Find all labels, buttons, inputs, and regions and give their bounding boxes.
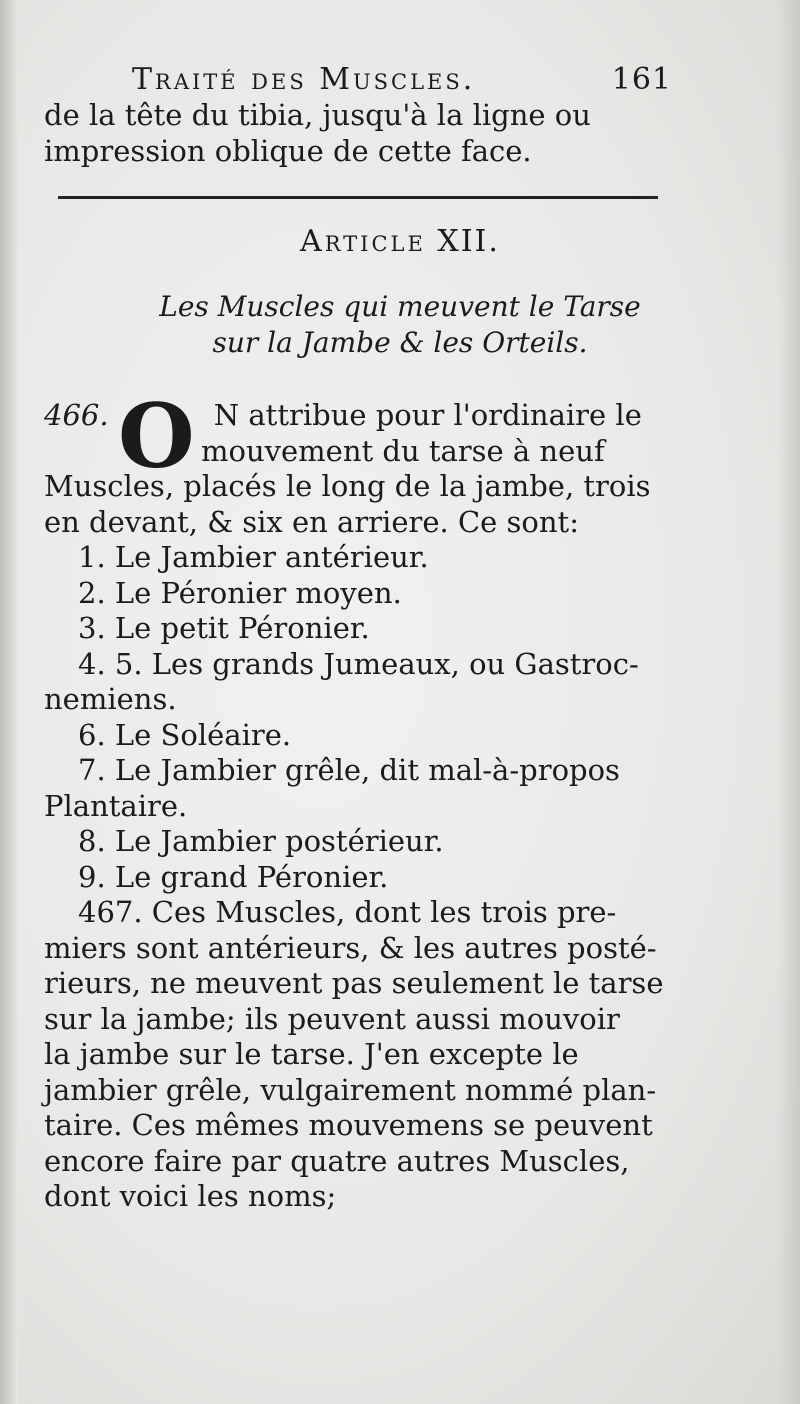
- running-header: [132, 62, 672, 102]
- paragraph-466: [44, 398, 680, 540]
- list-item: 9. Le grand Péronier.: [78, 859, 389, 894]
- text-line: mouvement du tarse à neuf: [201, 433, 605, 468]
- paragraph-467: [44, 895, 680, 1215]
- text-line: jambier grêle, vulgairement nommé plan-: [44, 1072, 657, 1107]
- list-item: 7. Le Jambier grêle, dit mal-à-propos: [78, 753, 620, 787]
- text-line: rieurs, ne meuvent pas seulement le tarse: [44, 966, 664, 1000]
- paragraph-number: 466.: [44, 398, 109, 432]
- running-title: Traité des Muscles.: [132, 62, 476, 97]
- list-item: 6. Le Soléaire.: [78, 717, 292, 752]
- page-edge-shadow: [778, 0, 800, 1404]
- text-line: encore faire par quatre autres Muscles,: [44, 1143, 630, 1178]
- drop-capital: O: [118, 384, 195, 488]
- text-line: dont voici les noms;: [44, 1179, 337, 1213]
- list-item: Plantaire.: [44, 788, 188, 823]
- list-item: nemiens.: [44, 682, 177, 716]
- article-subtitle-line-2: sur la Jambe & les Orteils.: [212, 326, 588, 359]
- text-span: N attribue pour l'ordinaire le: [213, 398, 642, 432]
- page-gutter-shadow: [0, 0, 18, 1404]
- text-line: taire. Ces mêmes mouvemens se peuvent: [44, 1108, 653, 1142]
- text-line: Muscles, placés le long de la jambe, trois: [44, 469, 651, 503]
- list-item: 4. 5. Les grands Jumeaux, ou Gastroc-: [78, 646, 639, 681]
- text-line: la jambe sur le tarse. J'en excepte le: [44, 1037, 579, 1071]
- article-word: Article: [300, 224, 426, 259]
- list-item: 8. Le Jambier postérieur.: [78, 824, 444, 858]
- list-item: 1. Le Jambier antérieur.: [78, 540, 429, 574]
- article-subtitle-line-1: Les Muscles qui meuvent le Tarse: [159, 290, 641, 323]
- text-line: en devant, & six en arriere. Ce sont:: [44, 504, 579, 539]
- text-line: miers sont antérieurs, & les autres posté-: [44, 930, 657, 965]
- intro-text: [44, 98, 680, 169]
- muscle-list: [44, 540, 680, 895]
- text-line: impression oblique de cette face.: [44, 133, 532, 168]
- text-line: de la tête du tibia, jusqu'à la ligne ou: [44, 98, 591, 132]
- list-item: 3. Le petit Péronier.: [78, 611, 370, 645]
- page-number: 161: [611, 62, 672, 97]
- article-heading: [0, 224, 800, 259]
- article-numeral: XII.: [437, 224, 500, 259]
- text-line: [44, 398, 680, 434]
- list-item: 2. Le Péronier moyen.: [78, 575, 402, 610]
- text-line: 467. Ces Muscles, dont les trois pre-: [78, 895, 617, 929]
- section-rule: [58, 196, 658, 199]
- text-line: sur la jambe; ils peuvent aussi mouvoir: [44, 1001, 620, 1036]
